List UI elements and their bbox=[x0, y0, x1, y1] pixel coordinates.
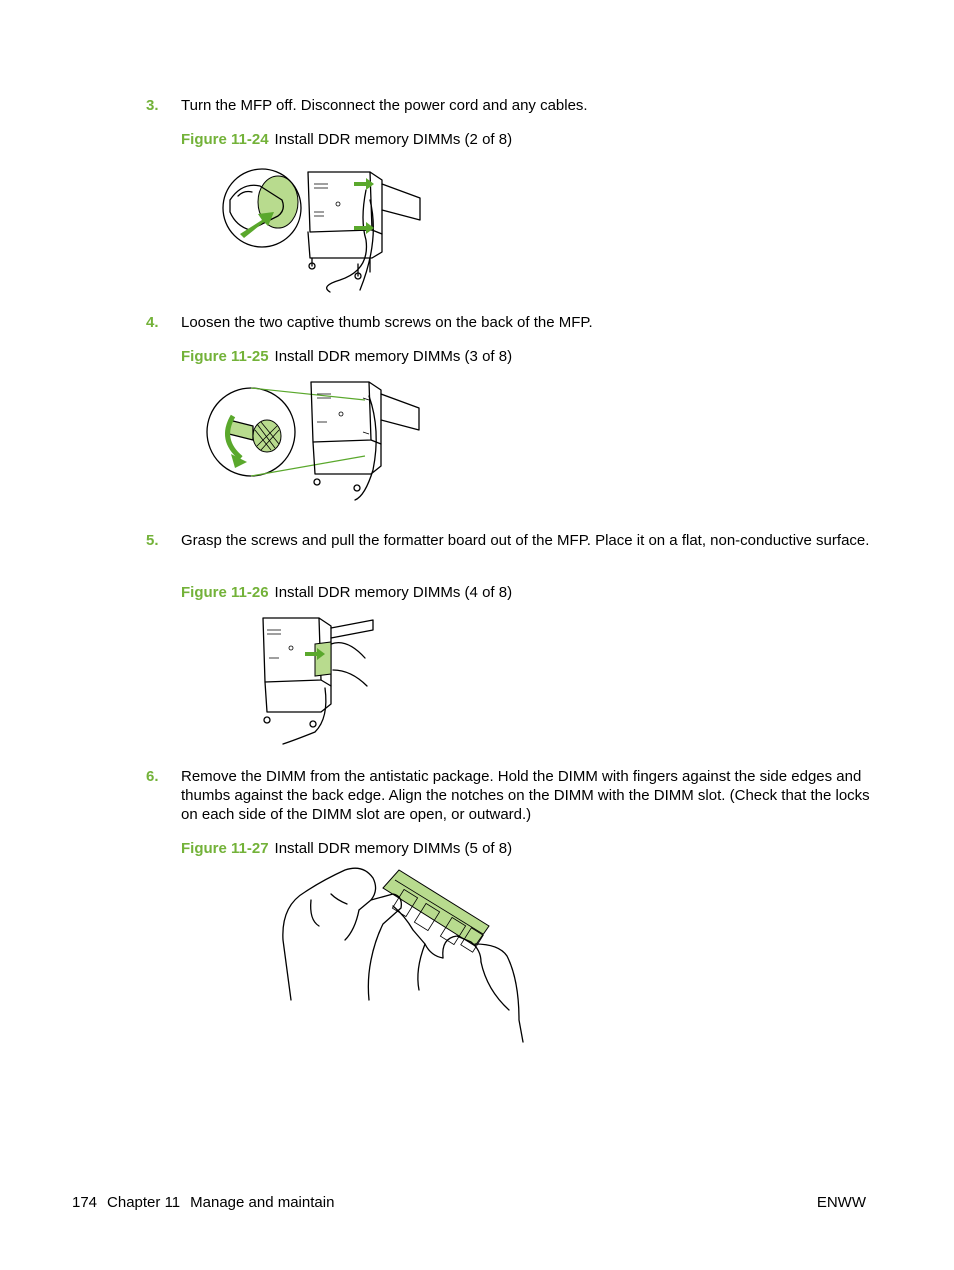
step-number: 6. bbox=[146, 768, 159, 785]
figure-label: Figure 11-27 bbox=[181, 840, 269, 857]
figure-caption-11-27 bbox=[181, 839, 512, 858]
page-number: 174 bbox=[72, 1194, 98, 1211]
figure-label: Figure 11-24 bbox=[181, 131, 269, 148]
chapter-title: Manage and maintain bbox=[190, 1194, 335, 1211]
figure-title: Install DDR memory DIMMs (4 of 8) bbox=[274, 584, 513, 601]
step-text: Loosen the two captive thumb screws on the back of the MFP. bbox=[181, 314, 593, 331]
figure-title: Install DDR memory DIMMs (2 of 8) bbox=[274, 131, 513, 148]
step-number: 4. bbox=[146, 314, 159, 331]
figure-11-24-illustration bbox=[220, 160, 425, 295]
figure-11-27-illustration bbox=[275, 860, 530, 1050]
footer-brand: ENWW bbox=[816, 1194, 866, 1211]
step-text: Remove the DIMM from the antistatic package. Hold the DIMM with fingers against the side edges and thumbs against the back edge. Align the notches on the DIMM with the DIMM slot. (Check that the locks on each side of the DIMM slot are open, or outward.) bbox=[181, 768, 870, 823]
chapter-label: Chapter 11 bbox=[107, 1194, 181, 1211]
figure-caption-11-26 bbox=[181, 583, 512, 602]
step-text: Turn the MFP off. Disconnect the power cord and any cables. bbox=[181, 97, 588, 114]
page-footer-left bbox=[72, 1193, 344, 1212]
figure-label: Figure 11-25 bbox=[181, 348, 269, 365]
step-number: 5. bbox=[146, 532, 159, 549]
figure-caption-11-24 bbox=[181, 130, 512, 149]
figure-title: Install DDR memory DIMMs (5 of 8) bbox=[274, 840, 513, 857]
figure-caption-11-25 bbox=[181, 347, 512, 366]
figure-title: Install DDR memory DIMMs (3 of 8) bbox=[274, 348, 513, 365]
figure-11-26-illustration bbox=[255, 608, 380, 748]
figure-label: Figure 11-26 bbox=[181, 584, 269, 601]
step-number: 3. bbox=[146, 97, 159, 114]
step-text: Grasp the screws and pull the formatter board out of the MFP. Place it on a flat, non-conductive surface. bbox=[181, 532, 870, 549]
figure-11-25-illustration bbox=[205, 370, 425, 510]
